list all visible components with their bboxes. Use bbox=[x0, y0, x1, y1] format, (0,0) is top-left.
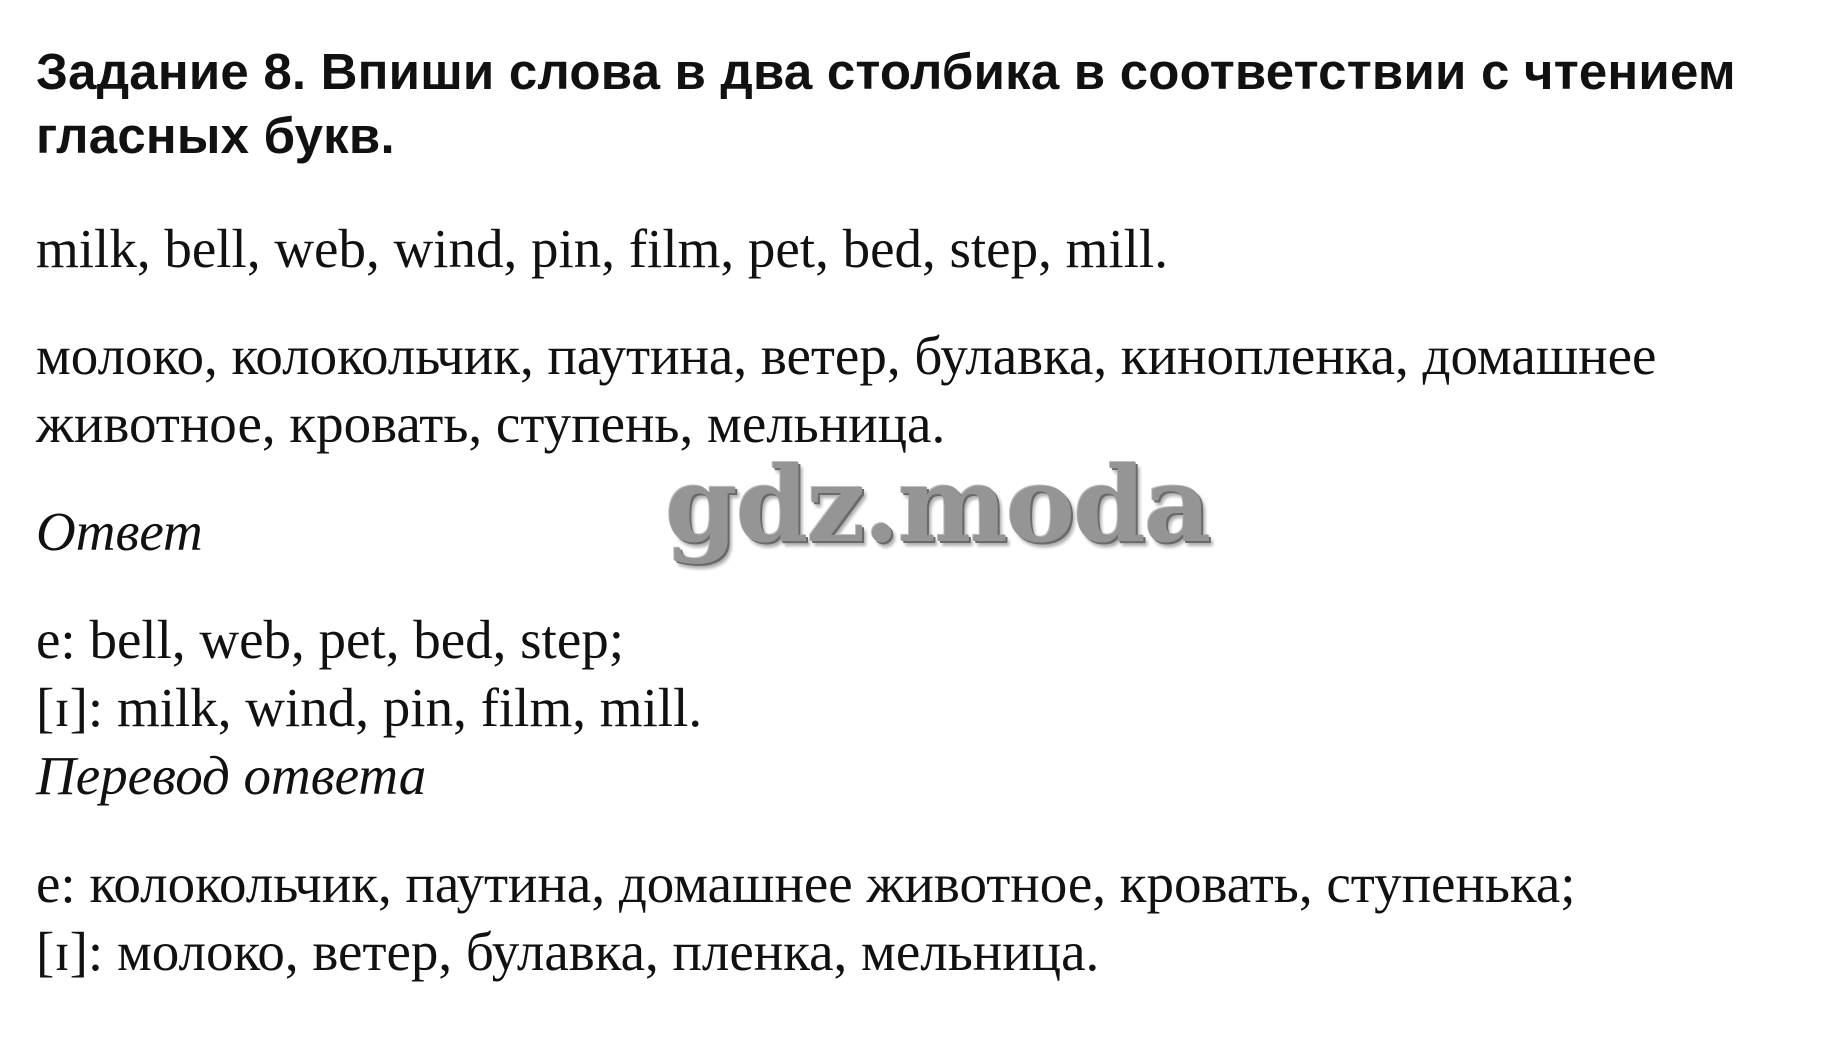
answer-line-i: [ɪ]: milk, wind, pin, film, mill. bbox=[36, 677, 703, 738]
watermark-logo: gdz.moda bbox=[665, 443, 1210, 566]
english-word-list: milk, bell, web, wind, pin, film, pet, bed, step, mill. bbox=[36, 218, 1168, 279]
answer-label: Ответ bbox=[36, 501, 203, 562]
russian-word-list: молоко, колокольчик, паутина, ветер, булавка, кинопленка, домашнее животное, кровать, ступень, мельница. bbox=[36, 325, 1657, 454]
answer-line-e: e: bell, web, pet, bed, step; bbox=[36, 609, 625, 670]
task-title: Задание 8. Впиши слова в два столбика в соответствии с чтением гласных букв. bbox=[36, 43, 1736, 164]
translation-line-i: [ɪ]: молоко, ветер, булавка, пленка, мельница. bbox=[36, 921, 1100, 982]
translation-label: Перевод ответа bbox=[36, 745, 427, 806]
translation-line-e: e: колокольчик, паутина, домашнее животное, кровать, ступенька; bbox=[36, 853, 1576, 914]
